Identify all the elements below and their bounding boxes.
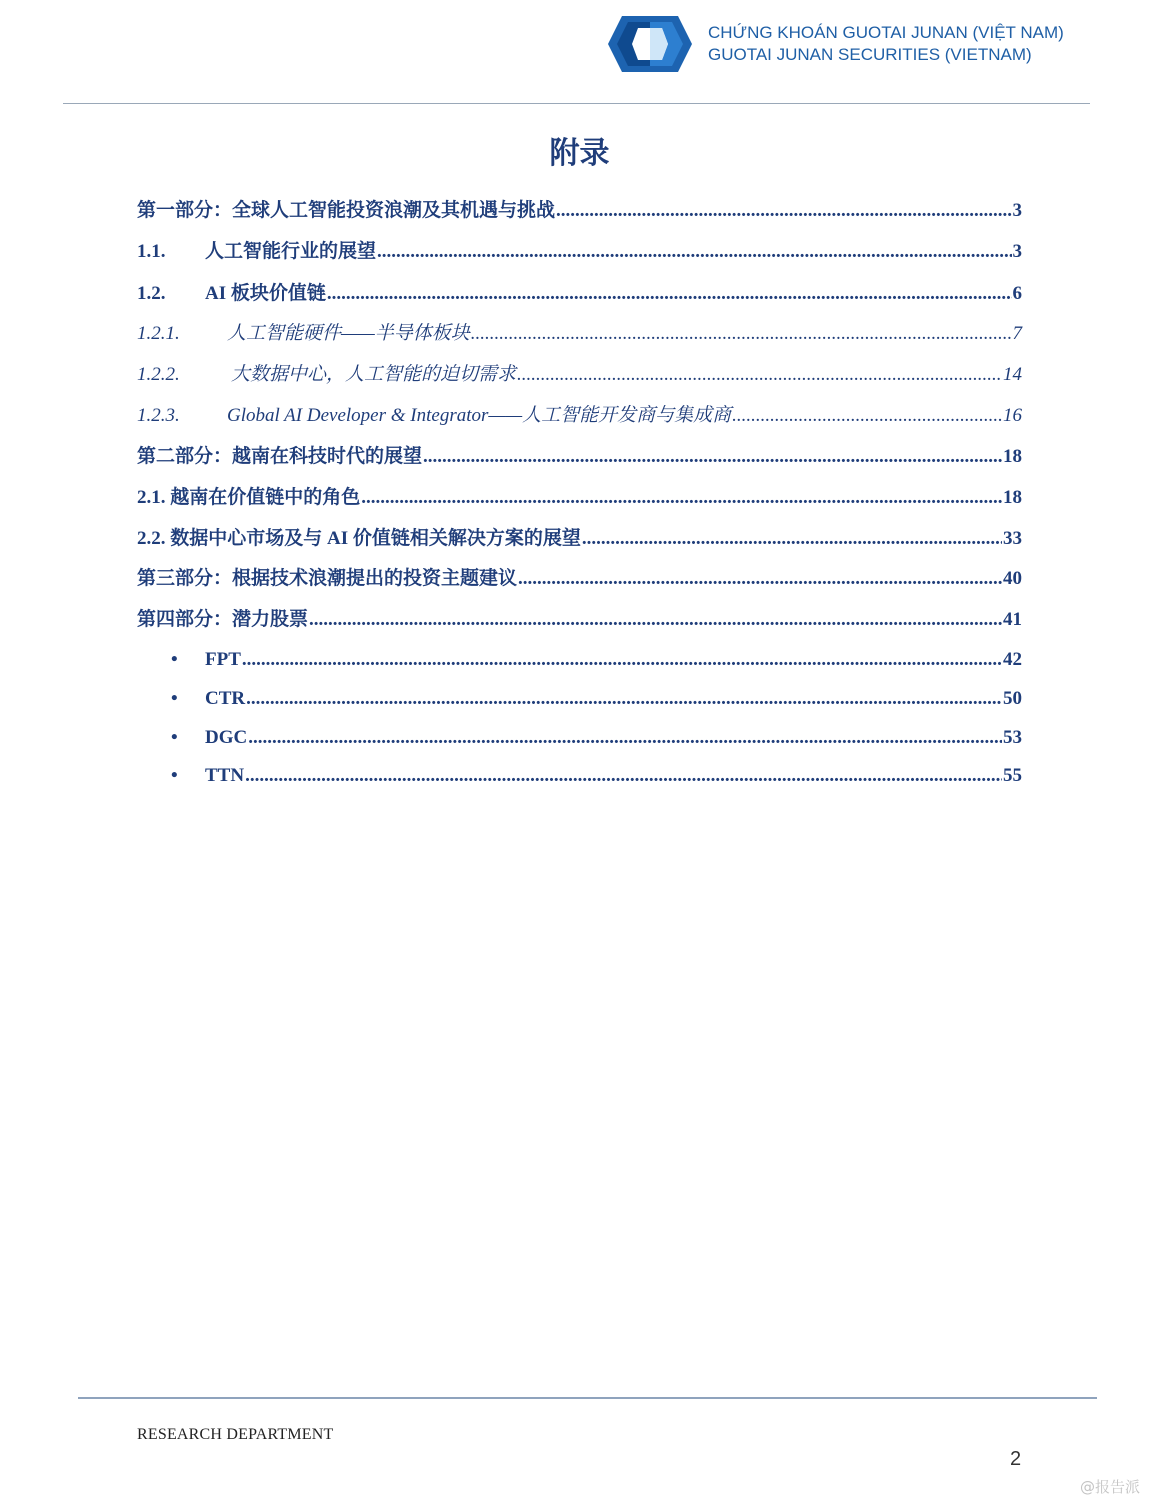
toc-entry-page: 7 (1012, 323, 1022, 344)
toc-leader-dots (246, 685, 1002, 713)
toc-entry-label: 2.2. 数据中心市场及与 AI 价值链相关解决方案的展望 (137, 528, 581, 549)
toc-entry-label: TTN (205, 765, 245, 786)
toc-leader-dots (517, 361, 1002, 389)
toc-entry-page: 14 (1003, 364, 1022, 385)
toc-entry-number: 1.2.2. (137, 364, 180, 385)
watermark: @报告派 (1080, 1478, 1141, 1496)
toc-entry-2-1[interactable] (137, 484, 1022, 512)
toc-entry-stock-dgc[interactable] (137, 724, 1022, 752)
toc-entry-number: 1.2.3. (137, 405, 180, 426)
toc-entry-label: 大数据中心，人工智能的迫切需求 (231, 364, 517, 385)
page-number: 2 (1010, 1448, 1022, 1470)
footer-divider (78, 1397, 1097, 1399)
toc-leader-dots (582, 525, 1002, 553)
toc-entry-2-2[interactable] (137, 525, 1022, 553)
toc-entry-1-2[interactable] (137, 280, 1022, 308)
toc-entry-1-1[interactable] (137, 238, 1022, 266)
toc-entry-number: 1.2.1. (137, 323, 180, 344)
toc-leader-dots (377, 238, 1011, 266)
toc-leader-dots (732, 402, 1002, 430)
footer-department: RESEARCH DEPARTMENT (137, 1426, 334, 1443)
toc-entry-label: 人工智能行业的展望 (205, 241, 377, 262)
toc-entry-page: 18 (1003, 446, 1022, 467)
toc-entry-part-3[interactable] (137, 565, 1022, 593)
toc-entry-part-1[interactable] (137, 197, 1022, 225)
toc-leader-dots (242, 646, 1002, 674)
bullet-icon: • (171, 727, 178, 748)
toc-entry-1-2-1[interactable] (137, 320, 1022, 348)
toc-entry-label: 第三部分：根据技术浪潮提出的投资主题建议 (137, 568, 518, 589)
toc-entry-label: DGC (205, 727, 248, 748)
toc-entry-page: 40 (1003, 568, 1022, 589)
toc-leader-dots (423, 443, 1002, 471)
toc-entry-label: 第四部分：潜力股票 (137, 609, 309, 630)
toc-entry-number: 1.2. (137, 283, 166, 304)
toc-entry-label: Global AI Developer & Integrator——人工智能开发商与集成商 (227, 405, 732, 426)
toc-entry-page: 41 (1003, 609, 1022, 630)
guotai-junan-logo-icon (608, 16, 692, 72)
toc-title: 附录 (549, 136, 610, 171)
toc-entry-page: 55 (1003, 765, 1022, 786)
toc-entry-label: 第二部分：越南在科技时代的展望 (137, 446, 423, 467)
toc-entry-label: 2.1. 越南在价值链中的角色 (137, 487, 361, 508)
bullet-icon: • (171, 649, 178, 670)
toc-leader-dots (361, 484, 1002, 512)
toc-leader-dots (248, 724, 1002, 752)
toc-entry-page: 3 (1012, 200, 1022, 221)
toc-entry-label: FPT (205, 649, 241, 670)
toc-entry-page: 33 (1003, 528, 1022, 549)
toc-entry-stock-ttn[interactable] (137, 762, 1022, 790)
toc-entry-1-2-2[interactable] (137, 361, 1022, 389)
toc-entry-page: 18 (1003, 487, 1022, 508)
toc-entry-page: 50 (1003, 688, 1022, 709)
toc-entry-number: 1.1. (137, 241, 166, 262)
company-name-vietnamese: CHỨNG KHOÁN GUOTAI JUNAN (VIỆT NAM) (708, 23, 1064, 42)
toc-entry-1-2-3[interactable] (137, 402, 1022, 430)
company-name-english: GUOTAI JUNAN SECURITIES (VIETNAM) (708, 45, 1032, 64)
toc-leader-dots (327, 280, 1012, 308)
toc-leader-dots (518, 565, 1002, 593)
toc-leader-dots (556, 197, 1011, 225)
toc-leader-dots (471, 320, 1012, 348)
toc-entry-part-2[interactable] (137, 443, 1022, 471)
toc-entry-page: 42 (1003, 649, 1022, 670)
toc-entry-label: CTR (205, 688, 246, 709)
header-divider (63, 103, 1090, 104)
bullet-icon: • (171, 688, 178, 709)
toc-entry-page: 6 (1012, 283, 1022, 304)
toc-leader-dots (309, 606, 1002, 634)
toc-entry-page: 53 (1003, 727, 1022, 748)
toc-leader-dots (245, 762, 1002, 790)
toc-entry-page: 16 (1003, 405, 1022, 426)
toc-entry-stock-ctr[interactable] (137, 685, 1022, 713)
toc-entry-label: 人工智能硬件——半导体板块 (227, 323, 470, 344)
toc-entry-label: AI 板块价值链 (205, 283, 326, 304)
company-name (708, 22, 1064, 66)
bullet-icon: • (171, 765, 178, 786)
toc-entry-stock-fpt[interactable] (137, 646, 1022, 674)
toc-entry-page: 3 (1012, 241, 1022, 262)
toc-entry-part-4[interactable] (137, 606, 1022, 634)
toc-entry-label: 第一部分：全球人工智能投资浪潮及其机遇与挑战 (137, 200, 556, 221)
